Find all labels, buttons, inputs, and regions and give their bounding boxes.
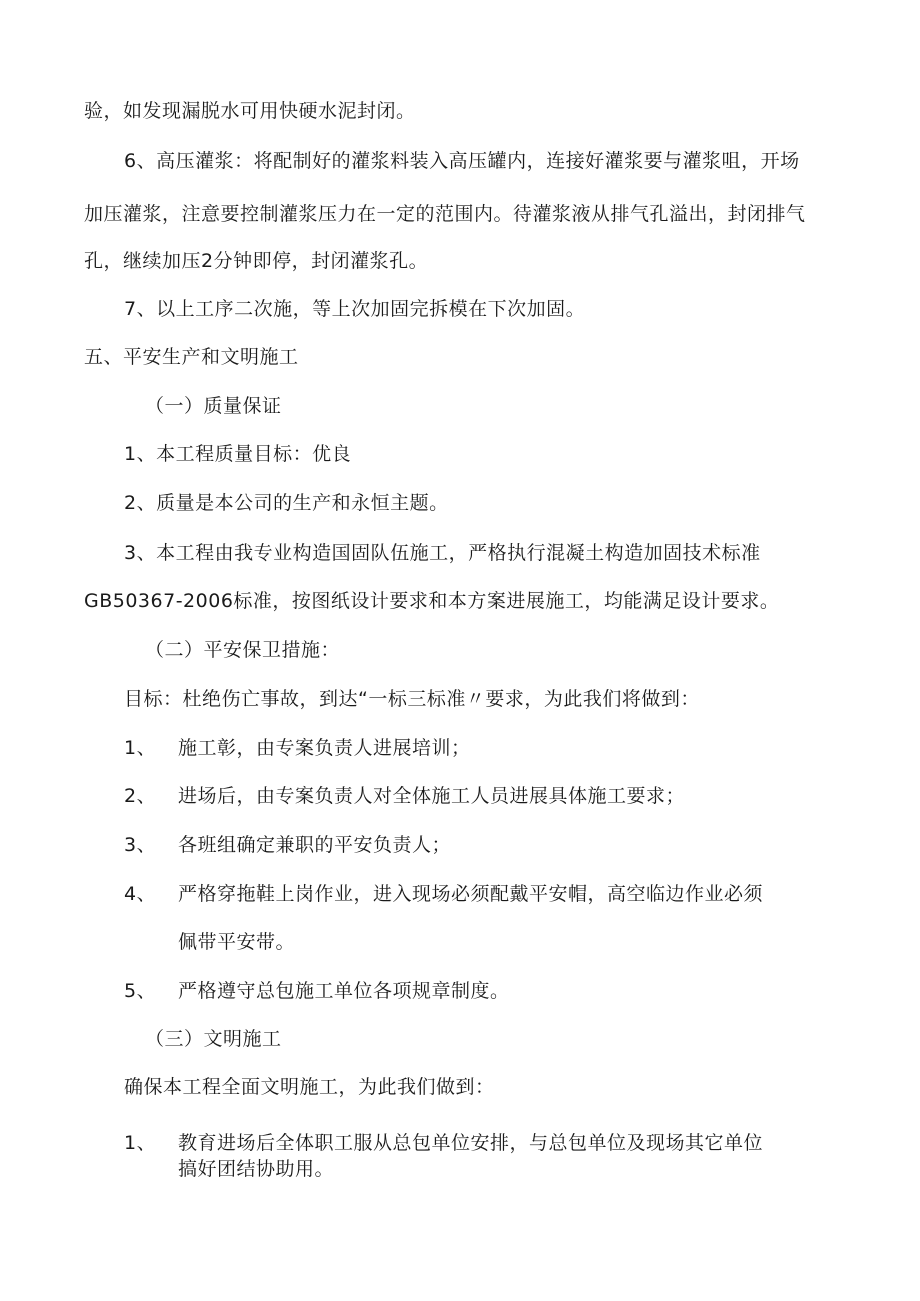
paragraph-line: 加压灌浆，注意要控制灌浆压力在一定的范围内。待灌浆液从排气孔溢出，封闭排气 bbox=[84, 203, 806, 225]
paragraph-line: 孔，继续加压2分钟即停，封闭灌浆孔。 bbox=[84, 250, 429, 272]
section-heading: 五、平安生产和文明施工 bbox=[84, 346, 299, 368]
paragraph-line: 6、高压灌浆：将配制好的灌浆料装入高压罐内，连接好灌浆要与灌浆咀，开场 bbox=[124, 150, 800, 172]
list-item: 1、本工程质量目标：优良 bbox=[124, 443, 352, 465]
list-item: 3、本工程由我专业构造国固队伍施工，严格执行混凝土构造加固技术标准 bbox=[124, 542, 761, 564]
list-item: 2、质量是本公司的生产和永恒主题。 bbox=[124, 492, 449, 514]
subsection-heading: （三）文明施工 bbox=[145, 1028, 282, 1050]
paragraph-line: 7、以上工序二次施，等上次加固完拆模在下次加固。 bbox=[124, 298, 586, 320]
paragraph-line: 验，如发现漏脱水可用快硬水泥封闭。 bbox=[84, 100, 416, 122]
list-item-continuation: 搞好团结协助用。 bbox=[178, 1158, 335, 1180]
list-item-number: 4、 bbox=[124, 883, 157, 905]
list-item-number: 5、 bbox=[124, 980, 157, 1002]
list-item: GB50367-2006标准，按图纸设计要求和本方案进展施工，均能满足设计要求。 bbox=[84, 590, 780, 612]
list-item-number: 1、 bbox=[124, 1132, 157, 1154]
list-item-continuation: 佩带平安带。 bbox=[178, 931, 296, 953]
list-item-text: 施工彰，由专案负责人进展培训； bbox=[178, 737, 471, 759]
list-item-number: 3、 bbox=[124, 834, 157, 856]
subsection-heading: （二）平安保卫措施： bbox=[145, 639, 341, 661]
list-item-text: 进场后，由专案负责人对全体施工人员进展具体施工要求； bbox=[178, 785, 686, 807]
list-item-number: 2、 bbox=[124, 785, 157, 807]
paragraph-line: 确保本工程全面文明施工，为此我们做到： bbox=[124, 1076, 495, 1098]
list-item-text: 教育进场后全体职工服从总包单位安排，与总包单位及现场其它单位 bbox=[178, 1132, 764, 1154]
subsection-heading: （一）质量保证 bbox=[145, 395, 282, 417]
list-item-text: 严格遵守总包施工单位各项规章制度。 bbox=[178, 980, 510, 1002]
paragraph-line: 目标：杜绝伤亡事故，到达“一标三标准〃要求，为此我们将做到： bbox=[124, 688, 700, 710]
list-item-number: 1、 bbox=[124, 737, 157, 759]
list-item-text: 严格穿拖鞋上岗作业，进入现场必须配戴平安帽，高空临边作业必须 bbox=[178, 883, 764, 905]
list-item-text: 各班组确定兼职的平安负责人； bbox=[178, 834, 452, 856]
